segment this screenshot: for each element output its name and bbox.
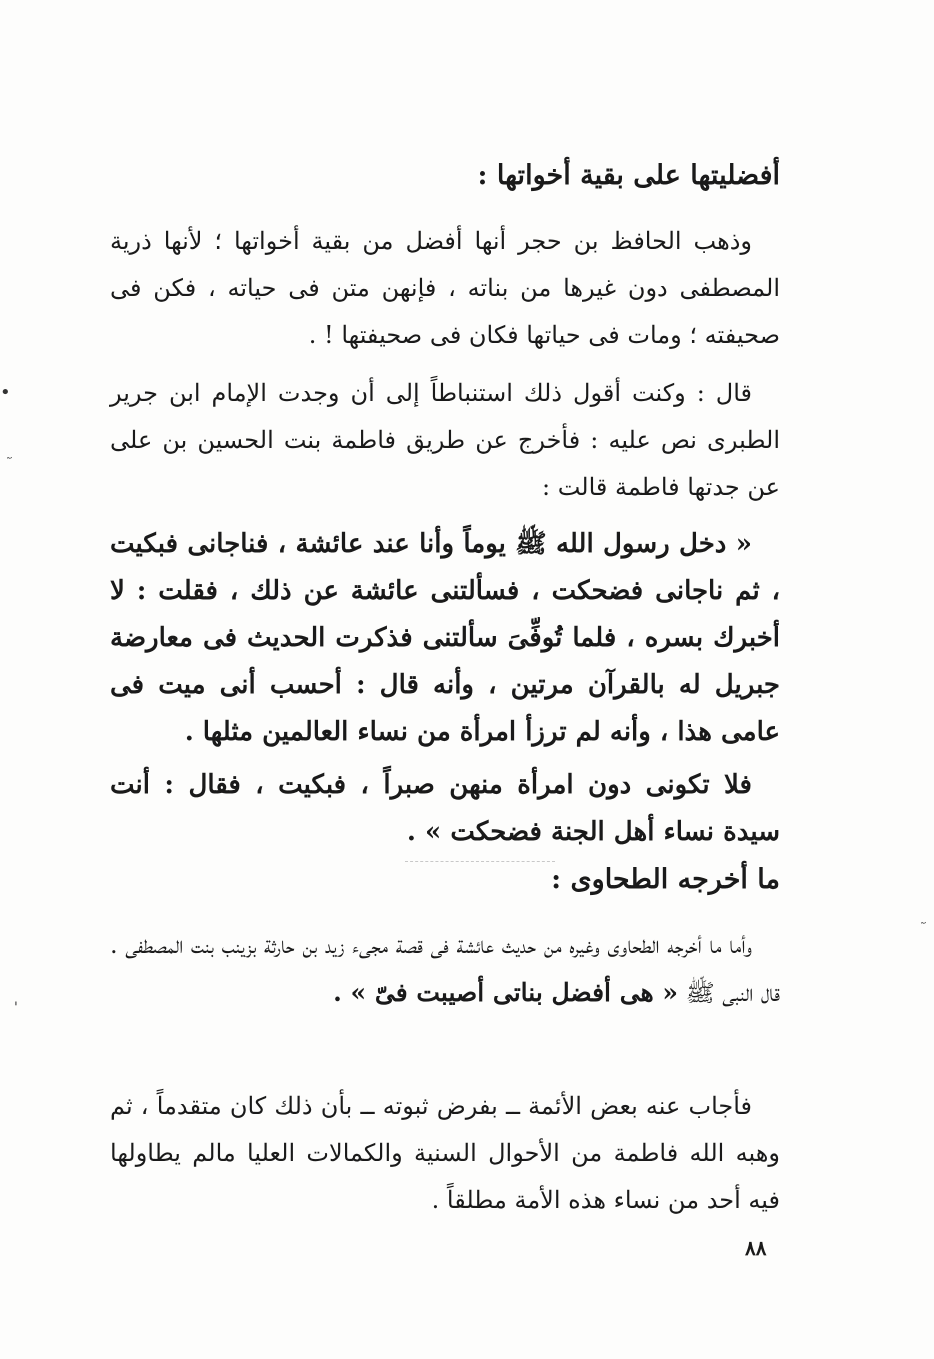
scan-artifact-line bbox=[405, 861, 555, 862]
paragraph-tabari: قال : وكنت أقول ذلك استنباطاً إلى أن وجدت الإمام ابن جرير الطبرى نص عليه : فأخرج عن طريق فاطمة بنت الحسين بن على عن جدتها فاطمة قالت : bbox=[110, 379, 780, 501]
hadith-quote-part-1: « دخل رسول الله ﷺ يوماً وأنا عند عائشة ، فناجانى فبكيت ، ثم ناجانى فضحكت ، فسألتنى عائشة عن ذلك ، فقلت : لا أخبرك بسره ، فلما تُوفِّىَ سألتنى فذكرت الحديث فى معارضة جبريل له بالقرآن مرتين ، وأنه قال : أحسب أنى ميت فى عامى هذا ، وأنه لم ترزأ امرأة من نساء العالمين مثلها . bbox=[110, 529, 780, 747]
section-heading-tahawi: ما أخرجه الطحاوى : bbox=[551, 864, 780, 895]
margin-mark: ' bbox=[14, 1000, 18, 1016]
hadith-quote-part-2: فلا تكونى دون امرأة منهن صبراً ، فبكيت ، فقال : أنت سيدة نساء أهل الجنة فضحكت » . bbox=[110, 770, 780, 847]
margin-mark: • bbox=[0, 382, 11, 403]
paragraph-tahawi-text: وأما ما أخرجه الطحاوى وغيره من حديث عائشة فى قصة مجىء زيد بن حارثة بزينب بنت المصطفى . قال النبى ﷺ bbox=[110, 931, 780, 1007]
paragraph-tahawi bbox=[110, 922, 780, 1017]
paragraph-ibn-hajar: وذهب الحافظ بن حجر أنها أفضل من بقية أخواتها ؛ لأنها ذرية المصطفى دون غيرها من بناته ، فإنهن متن فى حياته ، فكن فى صحيفته ؛ ومات فى حياتها فكان فى صحيفتها ! . bbox=[110, 227, 780, 349]
page-number: ٨٨ bbox=[745, 1236, 767, 1260]
prophet-quote-emphasis: « هى أفضل بناتى أصيبت فىّ » . bbox=[333, 978, 679, 1007]
paragraph-response: فأجاب عنه بعض الأئمة ــ بفرض ثبوته ــ بأن ذلك كان متقدماً ، ثم وهبه الله فاطمة من الأحوال السنية والكمالات العليا مالم يطاولها فيه أحد من نساء هذه الأمة مطلقاً . bbox=[110, 1092, 780, 1214]
section-heading-superiority: أفضليتها على بقية أخواتها : bbox=[477, 160, 780, 191]
